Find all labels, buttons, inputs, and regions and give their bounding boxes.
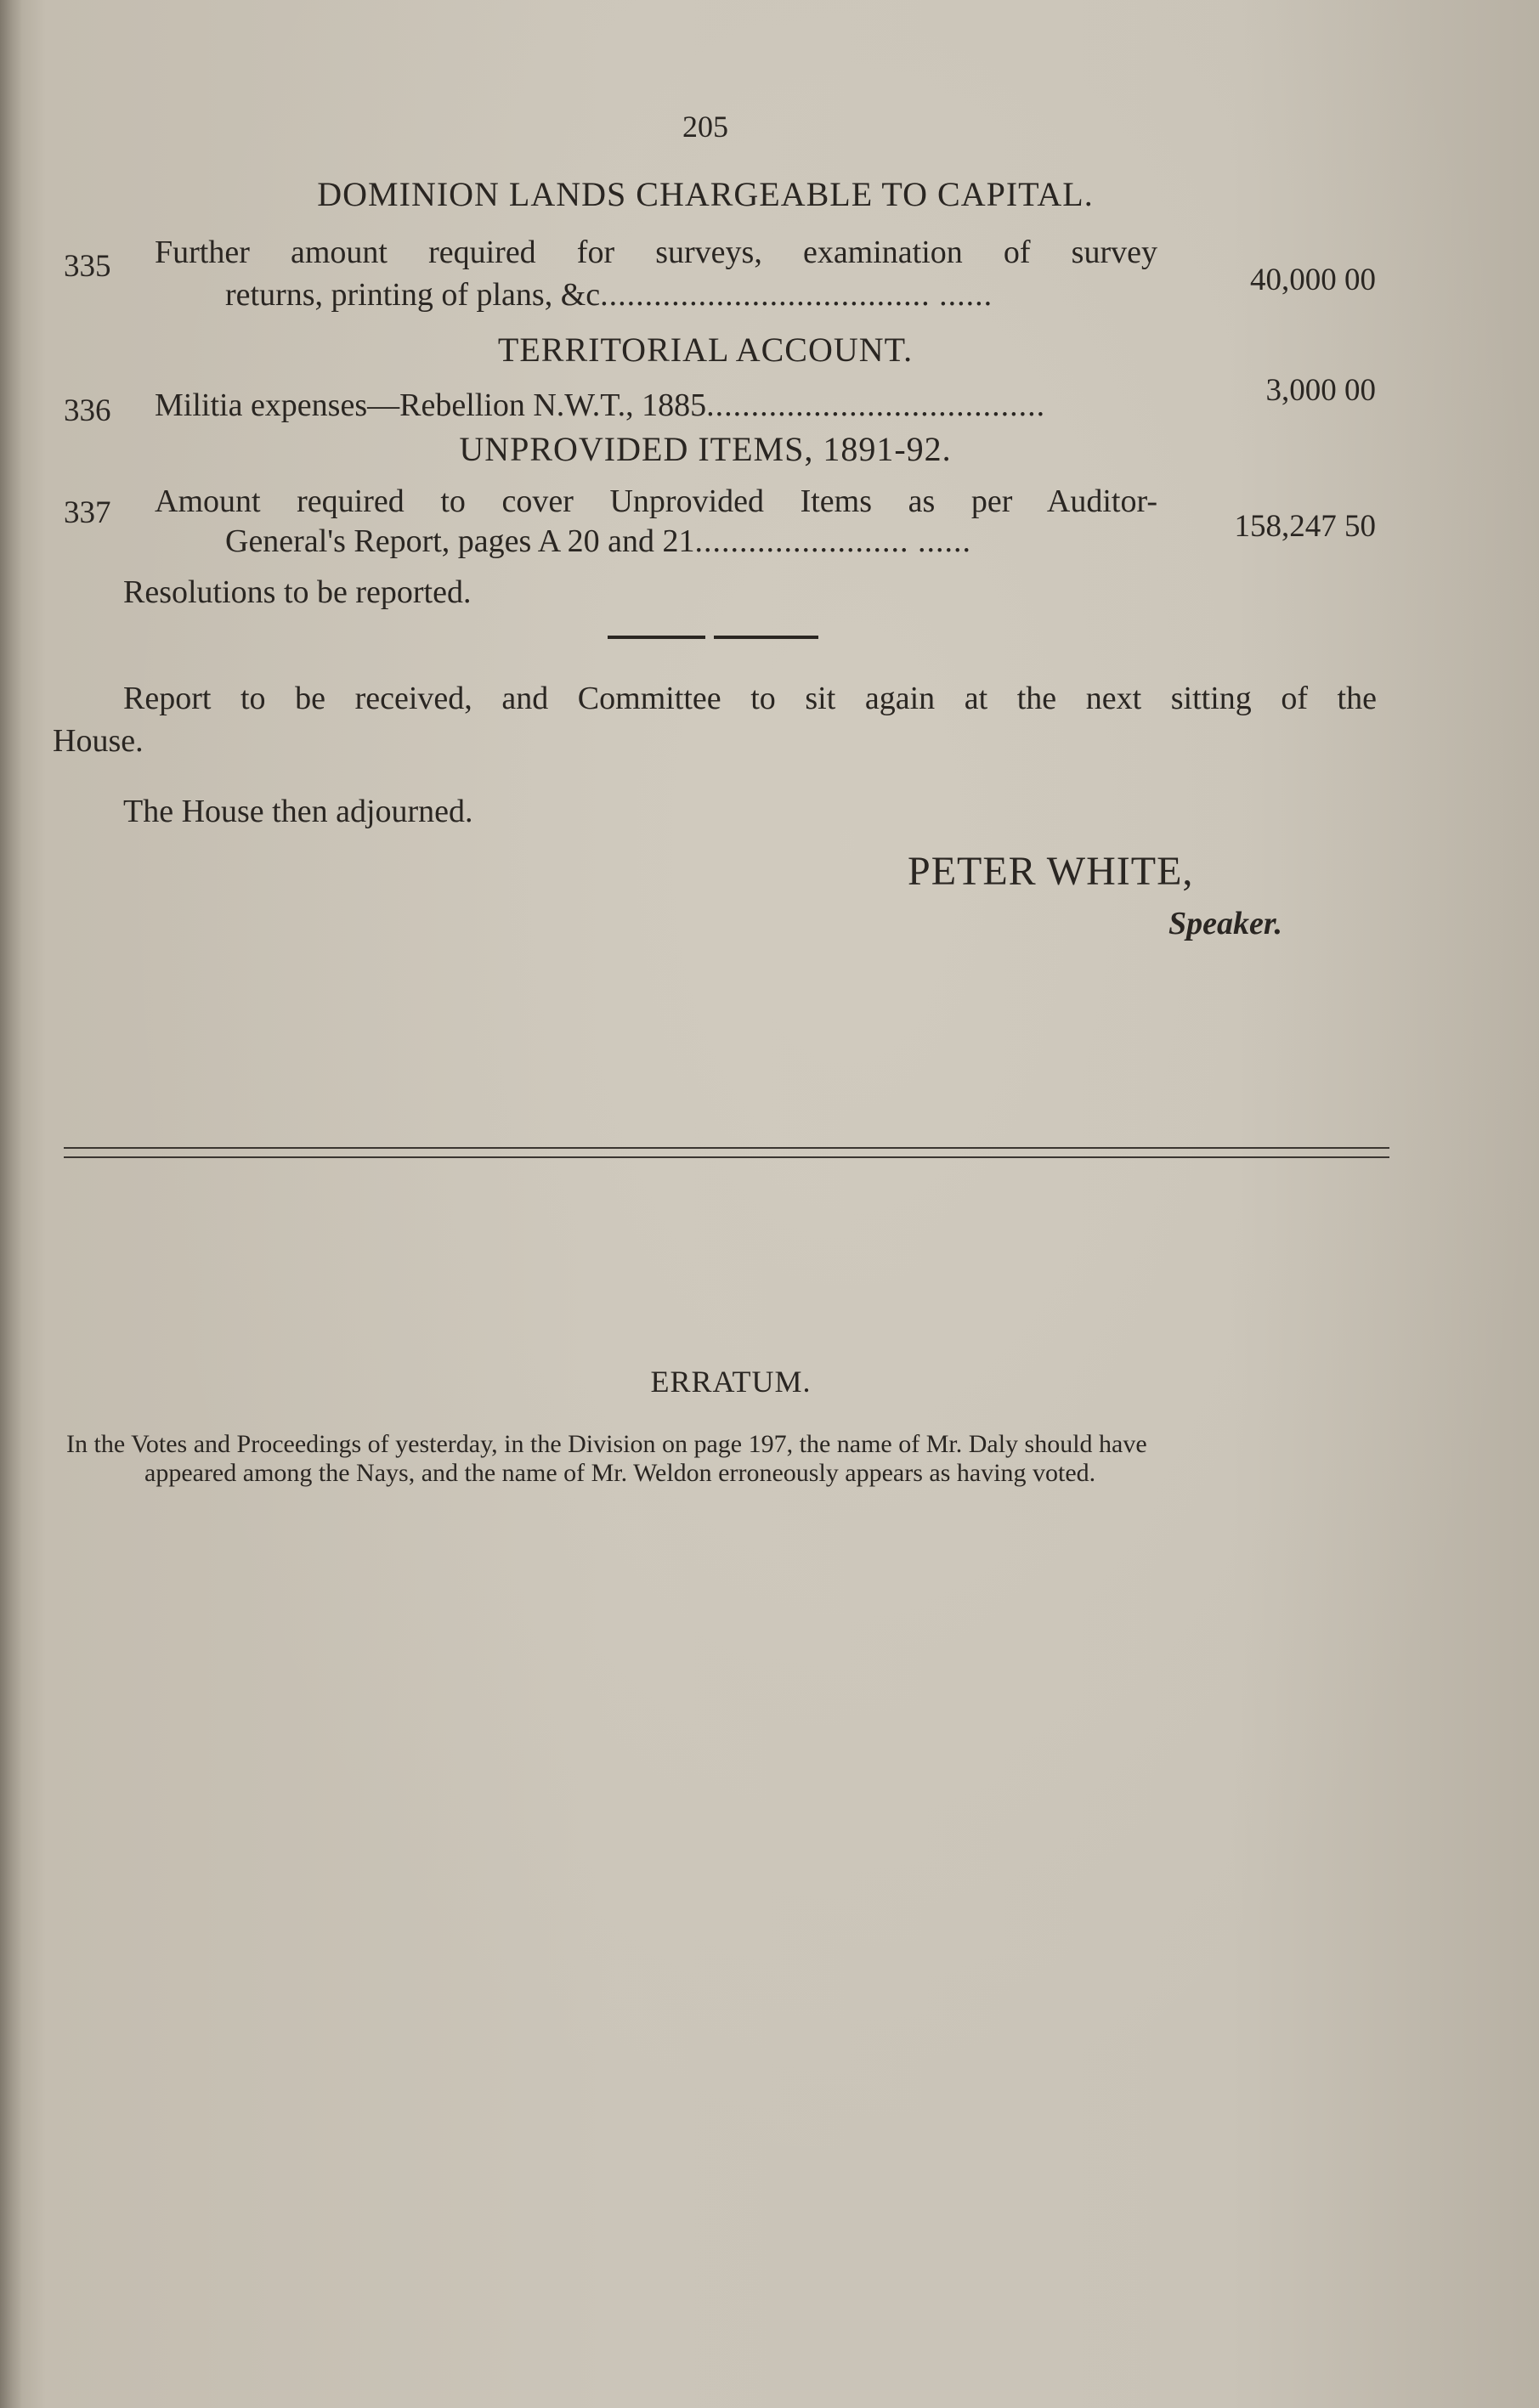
item-335-leader-dots: ..................................... ...... bbox=[600, 277, 993, 313]
separator-rule-left bbox=[608, 636, 705, 639]
item-336-line1-text: Militia expenses—Rebellion N.W.T., 1885 bbox=[155, 387, 707, 423]
signature-title: Speaker. bbox=[1168, 906, 1283, 941]
item-335-line2-text: returns, printing of plans, &c bbox=[225, 277, 601, 313]
item-337-line2-text: General's Report, pages A 20 and 21 bbox=[225, 523, 695, 559]
section-heading-territorial-account: TERRITORIAL ACCOUNT. bbox=[497, 331, 914, 369]
item-337-amount: 158,247 50 bbox=[1234, 509, 1376, 544]
section-heading-dominion-lands: DOMINION LANDS CHARGEABLE TO CAPITAL. bbox=[317, 175, 1094, 213]
item-337-line2 bbox=[225, 523, 971, 560]
page-number: 205 bbox=[682, 110, 728, 144]
item-number-336: 336 bbox=[64, 393, 111, 428]
signature-name: PETER WHITE, bbox=[908, 849, 1194, 894]
report-line1: Report to be received, and Committee to sit again at the next sitting of the bbox=[123, 681, 1377, 716]
item-336-amount: 3,000 00 bbox=[1265, 373, 1376, 408]
erratum-heading: ERRATUM. bbox=[650, 1365, 812, 1399]
item-335-line1: Further amount required for surveys, examination of survey bbox=[155, 235, 1157, 270]
item-number-337: 337 bbox=[64, 495, 111, 530]
item-337-leader-dots: ........................ ...... bbox=[694, 523, 971, 559]
item-336-leader-dots: ...................................... bbox=[706, 387, 1046, 423]
item-number-335: 335 bbox=[64, 249, 111, 284]
item-335-amount: 40,000 00 bbox=[1250, 263, 1376, 297]
item-336-line1 bbox=[155, 387, 1045, 424]
double-rule-separator bbox=[64, 1147, 1389, 1158]
separator-rule-right bbox=[714, 636, 818, 639]
report-line2: House. bbox=[53, 723, 144, 759]
section-heading-unprovided-items: UNPROVIDED ITEMS, 1891-92. bbox=[459, 430, 952, 468]
erratum-line2: appeared among the Nays, and the name of Mr. Weldon erroneously appears as having voted. bbox=[144, 1459, 1096, 1487]
item-337-line1: Amount required to cover Unprovided Items as per Auditor- bbox=[155, 483, 1157, 519]
item-335-line2 bbox=[225, 276, 993, 314]
adjourned-line: The House then adjourned. bbox=[123, 794, 473, 829]
erratum-line1: In the Votes and Proceedings of yesterday, in the Division on page 197, the name of Mr. Daly should have bbox=[66, 1430, 1147, 1458]
resolutions-line: Resolutions to be reported. bbox=[123, 574, 472, 610]
